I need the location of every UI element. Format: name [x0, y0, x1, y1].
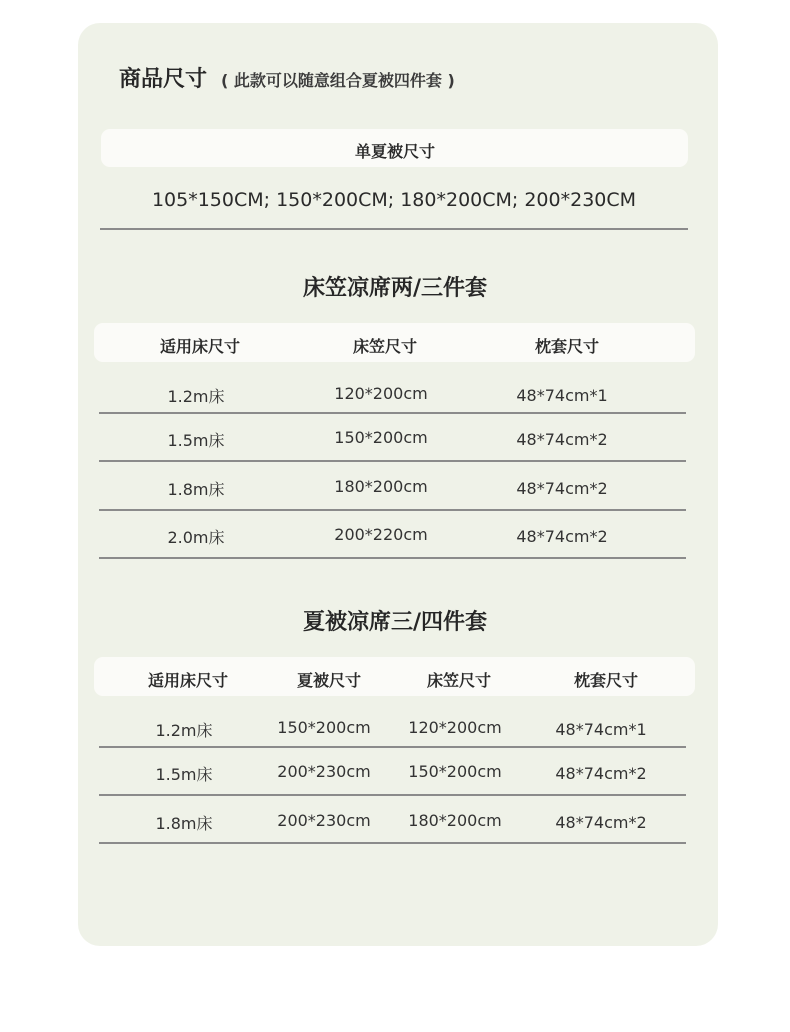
table-cell: 48*74cm*1	[516, 386, 608, 405]
single-quilt-sizes: 105*150CM; 150*200CM; 180*200CM; 200*230CM	[151, 189, 637, 211]
table-cell: 1.2m床	[167, 387, 225, 406]
table-cell: 120*200cm	[334, 384, 428, 403]
table-cell: 150*200cm	[334, 428, 428, 447]
set-two-three-title: 床笠凉席两/三件套	[302, 276, 488, 301]
title-row	[119, 62, 455, 93]
table-cell: 48*74cm*2	[516, 527, 608, 546]
column-header: 床笠尺寸	[426, 671, 492, 690]
table-cell: 1.2m床	[155, 721, 213, 740]
table-cell: 200*230cm	[277, 811, 371, 830]
column-header: 枕套尺寸	[534, 337, 600, 356]
row-divider	[99, 460, 686, 462]
column-header: 适用床尺寸	[147, 671, 229, 690]
column-header: 床笠尺寸	[352, 337, 418, 356]
table-cell: 2.0m床	[167, 528, 225, 547]
table-cell: 48*74cm*2	[555, 813, 647, 832]
table-cell: 48*74cm*2	[555, 764, 647, 783]
table-cell: 200*220cm	[334, 525, 428, 544]
table-cell: 150*200cm	[408, 762, 502, 781]
column-header: 夏被尺寸	[296, 671, 362, 690]
page-title: 商品尺寸	[119, 67, 208, 92]
single-quilt-heading: 单夏被尺寸	[354, 142, 436, 161]
row-divider	[99, 412, 686, 414]
table-cell: 180*200cm	[334, 477, 428, 496]
row-divider	[99, 746, 686, 748]
row-divider	[99, 794, 686, 796]
table-cell: 1.8m床	[155, 814, 213, 833]
table-cell: 180*200cm	[408, 811, 502, 830]
table-cell: 48*74cm*2	[516, 479, 608, 498]
row-divider	[99, 842, 686, 844]
table-cell: 1.5m床	[155, 765, 213, 784]
table-cell: 1.8m床	[167, 480, 225, 499]
column-header: 枕套尺寸	[573, 671, 639, 690]
page-subtitle: ( 此款可以随意组合夏被四件套 )	[221, 71, 455, 90]
table-cell: 120*200cm	[408, 718, 502, 737]
table-cell: 48*74cm*1	[555, 720, 647, 739]
set-three-four-title: 夏被凉席三/四件套	[302, 610, 488, 635]
row-divider	[99, 509, 686, 511]
table-cell: 200*230cm	[277, 762, 371, 781]
table-cell: 1.5m床	[167, 431, 225, 450]
divider	[100, 228, 688, 230]
column-header: 适用床尺寸	[159, 337, 241, 356]
table-cell: 48*74cm*2	[516, 430, 608, 449]
row-divider	[99, 557, 686, 559]
table-cell: 150*200cm	[277, 718, 371, 737]
